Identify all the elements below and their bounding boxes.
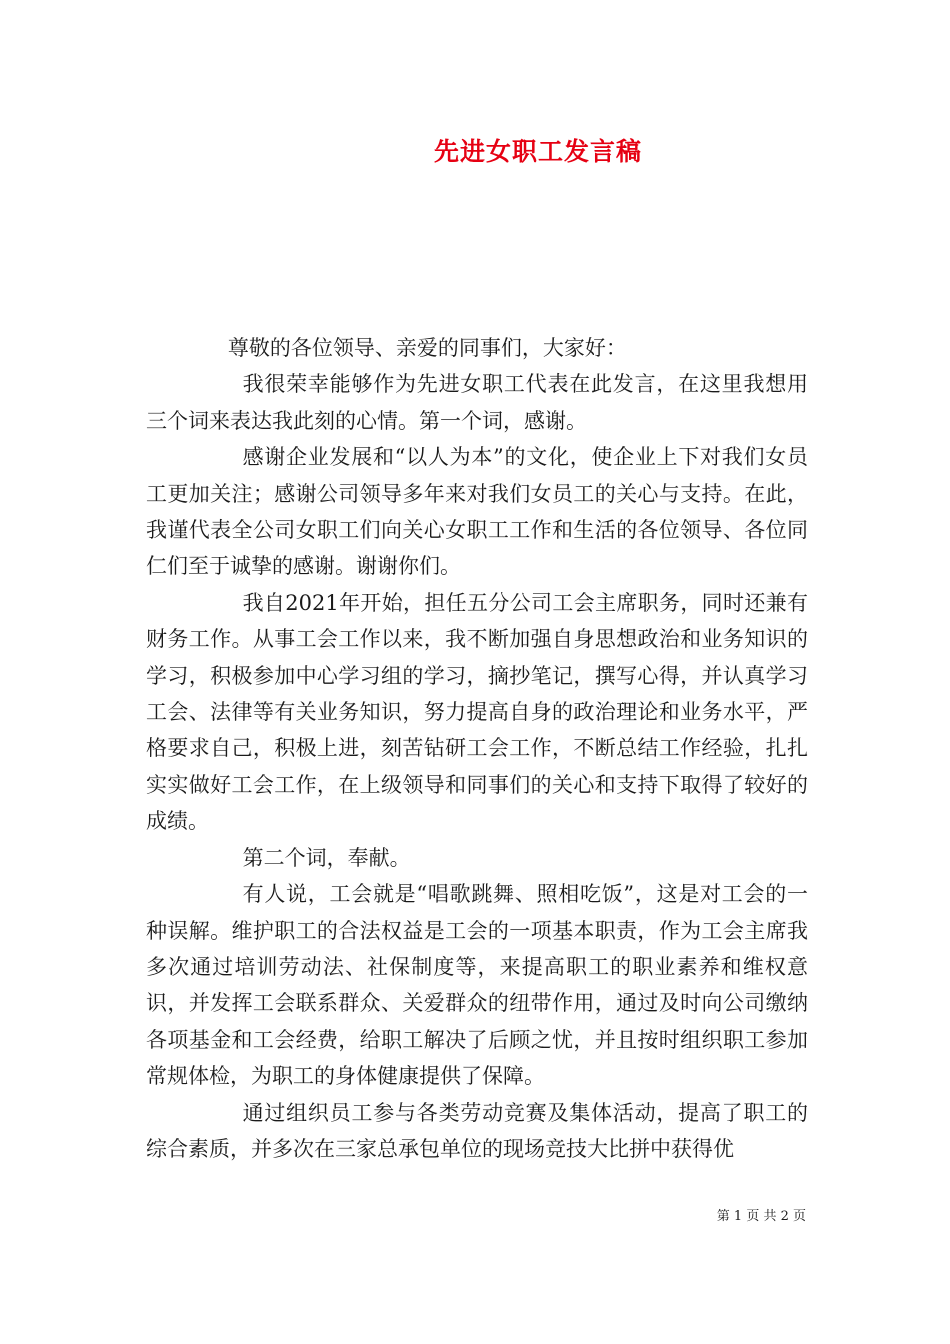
body-paragraph: 第二个词，奉献。	[242, 845, 411, 870]
document-title: 先进女职工发言稿	[433, 137, 642, 166]
body-paragraph: 我自2021年开始，担任五分公司工会主席职务，同时还兼有财务工作。从事工会工作以来，我不断加强自身思想政治和业务知识的学习，积极参加中心学习组的学习，摘抄笔记，撰写心得，并认真学习工会、法律等有关业务知识，努力提高自身的政治理论和业务水平，严格要求自己，积极上进，刻苦钻研工会工作，不断总结工作经验，扎扎实实做好工会工作，在上级领导和同事们的关心和支持下取得了较好的成绩。	[146, 590, 808, 834]
page-number-footer: 第 1 页 共 2 页	[716, 1209, 806, 1224]
body-paragraph: 我很荣幸能够作为先进女职工代表在此发言，在这里我想用三个词来表达我此刻的心情。第一个词，感谢。	[146, 372, 808, 433]
body-paragraph: 有人说，工会就是“唱歌跳舞、照相吃饭”，这是对工会的一种误解。维护职工的合法权益是工会的一项基本职责，作为工会主席我多次通过培训劳动法、社保制度等，来提高职工的职业素养和维权意识，并发挥工会联系群众、关爱群众的纽带作用，通过及时向公司缴纳各项基金和工会经费，给职工解决了后顾之忧，并且按时组织职工参加常规体检，为职工的身体健康提供了保障。	[146, 882, 808, 1089]
salutation-paragraph: 尊敬的各位领导、亲爱的同事们，大家好：	[227, 336, 627, 360]
body-paragraph: 通过组织员工参与各类劳动竞赛及集体活动，提高了职工的综合素质，并多次在三家总承包单位的现场竞技大比拼中获得优	[146, 1100, 808, 1161]
body-paragraph: 感谢企业发展和“以人为本”的文化，使企业上下对我们女员工更加关注；感谢公司领导多年来对我们女员工的关心与支持。在此，我谨代表全公司女职工们向关心女职工工作和生活的各位领导、各位同仁们至于诚挚的感谢。谢谢你们。	[146, 445, 808, 579]
document-body	[146, 330, 808, 1167]
